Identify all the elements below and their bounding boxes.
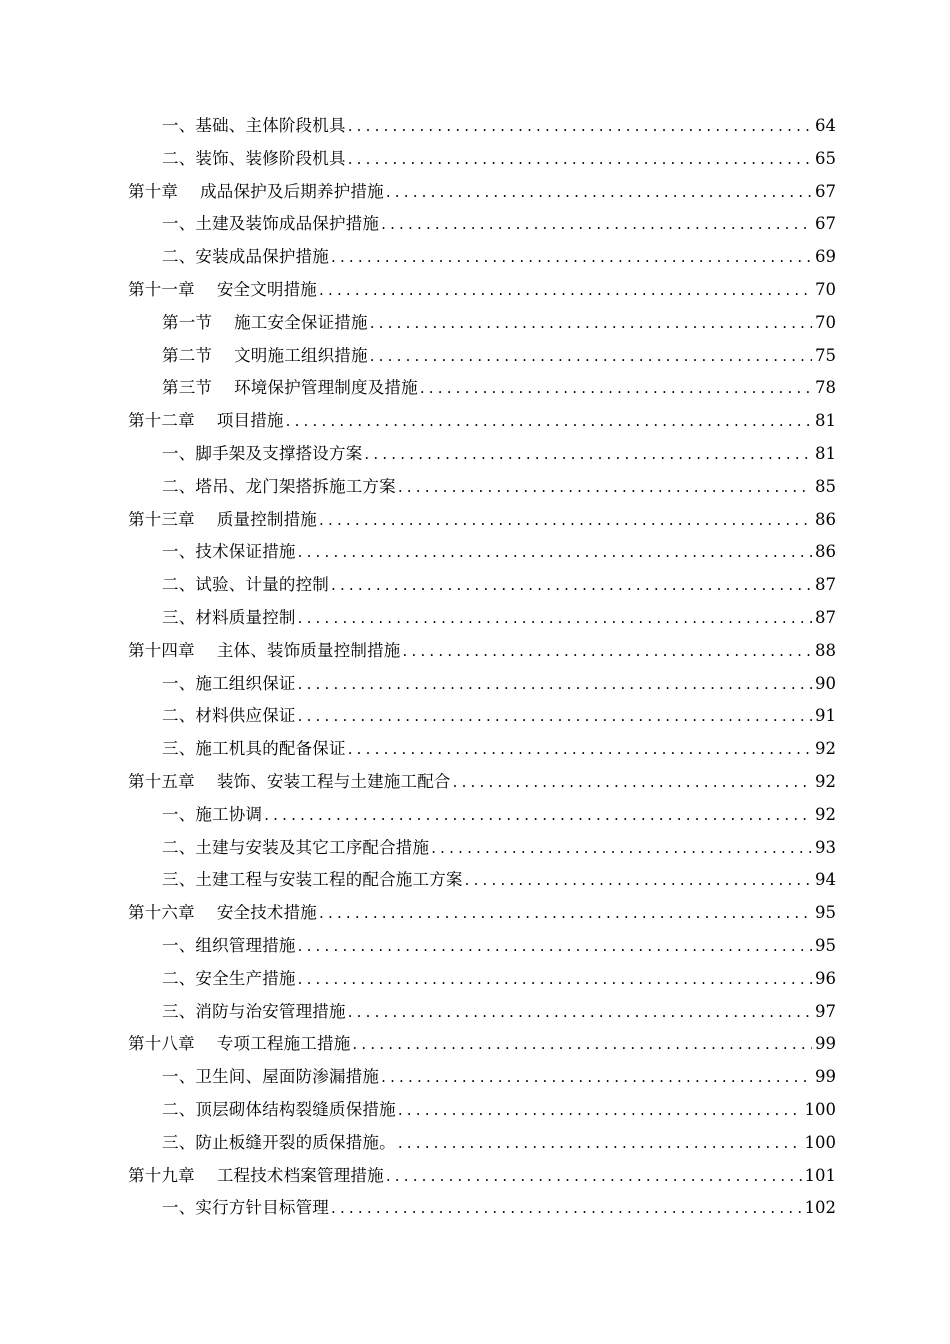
toc-dot-leader bbox=[319, 897, 812, 930]
toc-dot-leader bbox=[298, 536, 812, 569]
toc-section-entry[interactable] bbox=[128, 1192, 836, 1225]
toc-section-entry[interactable] bbox=[128, 110, 836, 143]
toc-section-entry[interactable] bbox=[128, 1094, 836, 1127]
toc-chapter-entry[interactable] bbox=[128, 897, 836, 930]
toc-chapter-entry[interactable] bbox=[128, 274, 836, 307]
toc-dot-leader bbox=[386, 176, 812, 209]
toc-section-entry[interactable] bbox=[128, 569, 836, 602]
toc-entry-title: 二、材料供应保证 bbox=[162, 706, 296, 726]
toc-page-number: 93 bbox=[815, 837, 836, 857]
toc-entry-title: 一、组织管理措施 bbox=[162, 935, 296, 955]
toc-dot-leader bbox=[420, 372, 812, 405]
toc-dot-leader bbox=[348, 996, 812, 1029]
toc-page-number: 69 bbox=[815, 247, 836, 267]
toc-entry-title: 一、土建及装饰成品保护措施 bbox=[162, 214, 380, 234]
toc-page-number: 99 bbox=[815, 1067, 836, 1087]
toc-section-entry[interactable] bbox=[128, 471, 836, 504]
toc-page-number: 70 bbox=[815, 279, 836, 299]
toc-page-number: 86 bbox=[815, 542, 836, 562]
toc-dot-leader bbox=[319, 504, 812, 537]
toc-entry-title: 第一节 施工安全保证措施 bbox=[162, 312, 368, 332]
toc-page-number: 90 bbox=[815, 673, 836, 693]
toc-section-entry[interactable] bbox=[128, 668, 836, 701]
toc-section-entry[interactable] bbox=[128, 340, 836, 373]
toc-section-entry[interactable] bbox=[128, 536, 836, 569]
toc-section-entry[interactable] bbox=[128, 832, 836, 865]
toc-page-number: 95 bbox=[815, 903, 836, 923]
toc-chapter-entry[interactable] bbox=[128, 635, 836, 668]
toc-dot-leader bbox=[398, 1094, 803, 1127]
toc-chapter-entry[interactable] bbox=[128, 1028, 836, 1061]
toc-dot-leader bbox=[348, 143, 812, 176]
toc-dot-leader bbox=[348, 110, 812, 143]
toc-chapter-entry[interactable] bbox=[128, 766, 836, 799]
toc-page-number: 97 bbox=[815, 1001, 836, 1021]
toc-dot-leader bbox=[298, 963, 812, 996]
toc-dot-leader bbox=[298, 930, 812, 963]
toc-page-number: 95 bbox=[815, 935, 836, 955]
toc-dot-leader bbox=[386, 1160, 803, 1193]
toc-entry-title: 第十三章 质量控制措施 bbox=[128, 509, 318, 529]
toc-page-number: 64 bbox=[815, 116, 836, 135]
toc-entry-title: 第二节 文明施工组织措施 bbox=[162, 345, 368, 365]
toc-page-number: 67 bbox=[815, 181, 836, 201]
toc-page-number: 100 bbox=[804, 1099, 836, 1119]
toc-entry-title: 第十章 成品保护及后期养护措施 bbox=[128, 181, 384, 201]
toc-section-entry[interactable] bbox=[128, 438, 836, 471]
toc-section-entry[interactable] bbox=[128, 733, 836, 766]
toc-entry-title: 三、消防与治安管理措施 bbox=[162, 1001, 346, 1021]
toc-entry-title: 一、施工组织保证 bbox=[162, 673, 296, 693]
toc-entry-title: 第三节 环境保护管理制度及措施 bbox=[162, 378, 418, 398]
toc-entry-title: 二、安装成品保护措施 bbox=[162, 247, 329, 267]
toc-dot-leader bbox=[370, 307, 812, 340]
toc-entry-title: 三、施工机具的配备保证 bbox=[162, 739, 346, 759]
toc-page-number: 91 bbox=[815, 706, 836, 726]
toc-page-number: 87 bbox=[815, 575, 836, 595]
toc-chapter-entry[interactable] bbox=[128, 405, 836, 438]
toc-dot-leader bbox=[398, 471, 812, 504]
toc-entry-title: 三、土建工程与安装工程的配合施工方案 bbox=[162, 870, 463, 890]
toc-entry-title: 二、安全生产措施 bbox=[162, 968, 296, 988]
toc-dot-leader bbox=[465, 864, 812, 897]
toc-chapter-entry[interactable] bbox=[128, 504, 836, 537]
toc-dot-leader bbox=[331, 1192, 803, 1225]
toc-entry-title: 三、材料质量控制 bbox=[162, 607, 296, 627]
toc-dot-leader bbox=[431, 832, 812, 865]
toc-dot-leader bbox=[453, 766, 812, 799]
toc-dot-leader bbox=[381, 208, 812, 241]
toc-section-entry[interactable] bbox=[128, 1061, 836, 1094]
toc-dot-leader bbox=[381, 1061, 812, 1094]
toc-entry-title: 一、卫生间、屋面防渗漏措施 bbox=[162, 1067, 380, 1087]
toc-page-number: 87 bbox=[815, 607, 836, 627]
toc-dot-leader bbox=[352, 1028, 812, 1061]
toc-entry-title: 一、技术保证措施 bbox=[162, 542, 296, 562]
toc-page-number: 96 bbox=[815, 968, 836, 988]
toc-section-entry[interactable] bbox=[128, 602, 836, 635]
toc-entry-title: 二、土建与安装及其它工序配合措施 bbox=[162, 837, 430, 857]
toc-page-number: 100 bbox=[804, 1132, 836, 1152]
toc-page-number: 99 bbox=[815, 1034, 836, 1054]
toc-page-number: 86 bbox=[815, 509, 836, 529]
toc-section-entry[interactable] bbox=[128, 799, 836, 832]
toc-entry-title: 第十八章 专项工程施工措施 bbox=[128, 1034, 351, 1054]
toc-dot-leader bbox=[331, 241, 812, 274]
toc-dot-leader bbox=[298, 602, 812, 635]
toc-section-entry[interactable] bbox=[128, 996, 836, 1029]
toc-dot-leader bbox=[264, 799, 812, 832]
toc-entry-title: 第十四章 主体、装饰质量控制措施 bbox=[128, 640, 401, 660]
toc-entry-title: 第十九章 工程技术档案管理措施 bbox=[128, 1165, 384, 1185]
toc-page-number: 81 bbox=[815, 411, 836, 431]
toc-section-entry[interactable] bbox=[128, 864, 836, 897]
toc-page-number: 101 bbox=[804, 1165, 836, 1185]
toc-page-number: 102 bbox=[804, 1198, 836, 1218]
toc-page-number: 70 bbox=[815, 312, 836, 332]
toc-entry-title: 二、塔吊、龙门架搭拆施工方案 bbox=[162, 476, 396, 496]
table-of-contents bbox=[128, 110, 836, 1225]
toc-dot-leader bbox=[398, 1127, 803, 1160]
toc-chapter-entry[interactable] bbox=[128, 1160, 836, 1193]
toc-section-entry[interactable] bbox=[128, 241, 836, 274]
toc-page-number: 67 bbox=[815, 214, 836, 234]
toc-entry-title: 一、实行方针目标管理 bbox=[162, 1198, 329, 1218]
toc-page-number: 81 bbox=[815, 443, 836, 463]
toc-page-number: 78 bbox=[815, 378, 836, 398]
toc-entry-title: 第十五章 装饰、安装工程与土建施工配合 bbox=[128, 771, 451, 791]
toc-section-entry[interactable] bbox=[128, 307, 836, 340]
toc-page-number: 92 bbox=[815, 804, 836, 824]
toc-dot-leader bbox=[364, 438, 812, 471]
toc-entry-title: 一、基础、主体阶段机具 bbox=[162, 116, 346, 135]
toc-page-number: 85 bbox=[815, 476, 836, 496]
toc-section-entry[interactable] bbox=[128, 700, 836, 733]
toc-entry-title: 第十二章 项目措施 bbox=[128, 411, 284, 431]
toc-dot-leader bbox=[370, 340, 812, 373]
toc-section-entry[interactable] bbox=[128, 143, 836, 176]
toc-entry-title: 二、装饰、装修阶段机具 bbox=[162, 148, 346, 168]
toc-entry-title: 二、顶层砌体结构裂缝质保措施 bbox=[162, 1099, 396, 1119]
toc-section-entry[interactable] bbox=[128, 963, 836, 996]
toc-page-number: 92 bbox=[815, 739, 836, 759]
toc-dot-leader bbox=[319, 274, 812, 307]
toc-entry-title: 一、施工协调 bbox=[162, 804, 263, 824]
toc-dot-leader bbox=[298, 700, 812, 733]
toc-dot-leader bbox=[348, 733, 812, 766]
toc-entry-title: 一、脚手架及支撑搭设方案 bbox=[162, 443, 363, 463]
toc-dot-leader bbox=[286, 405, 812, 438]
toc-page-number: 88 bbox=[815, 640, 836, 660]
toc-section-entry[interactable] bbox=[128, 930, 836, 963]
toc-dot-leader bbox=[331, 569, 812, 602]
toc-entry-title: 第十一章 安全文明措施 bbox=[128, 279, 318, 299]
toc-page-number: 94 bbox=[815, 870, 836, 890]
toc-entry-title: 第十六章 安全技术措施 bbox=[128, 903, 318, 923]
toc-dot-leader bbox=[298, 668, 812, 701]
toc-chapter-entry[interactable] bbox=[128, 176, 836, 209]
toc-page-number: 75 bbox=[815, 345, 836, 365]
toc-entry-title: 二、试验、计量的控制 bbox=[162, 575, 329, 595]
toc-entry-title: 三、防止板缝开裂的质保措施。 bbox=[162, 1132, 396, 1152]
toc-section-entry[interactable] bbox=[128, 1127, 836, 1160]
toc-section-entry[interactable] bbox=[128, 372, 836, 405]
toc-dot-leader bbox=[403, 635, 812, 668]
toc-page-number: 65 bbox=[815, 148, 836, 168]
toc-section-entry[interactable] bbox=[128, 208, 836, 241]
toc-page-number: 92 bbox=[815, 771, 836, 791]
